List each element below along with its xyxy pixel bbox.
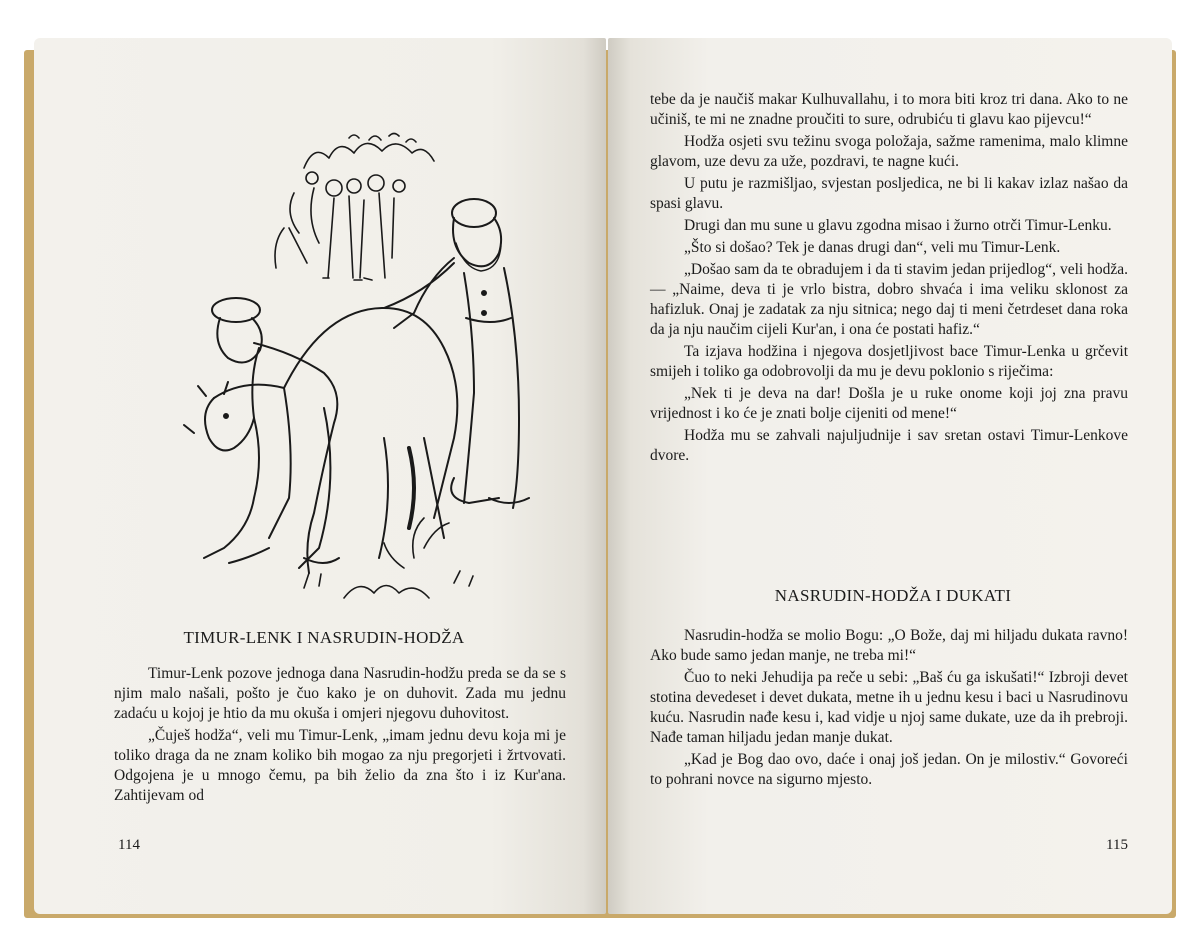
paragraph: Drugi dan mu sune u glavu zgodna misao i žurno otrči Timur-Lenku. [684,217,1112,234]
paragraph: Hodža mu se zahvali najuljudnije i sav sretan ostavi Timur-Lenkove dvore. [650,427,1128,464]
paragraph: „Kad je Bog dao ovo, daće i onaj još jedan. On je milostiv.“ Govoreći to pohrani novce na sigurno mjesto. [650,751,1128,788]
crowd-sketch [275,134,434,281]
page-number-left: 114 [118,837,140,853]
paragraph: „Čuješ hodža“, veli mu Timur-Lenk, „imam jednu devu koja mi je toliko draga da ne znam koliko bih mogao za nju pregorjeti i žrtvovati. Odgojena je u mnogo čemu, pa bih želio da zna što i iz Kur'ana. Zahtijevam od [114,727,566,804]
paragraph: Ta izjava hodžina i njegova dosjetljivost bace Timur-Lenka u grčevit smijeh i toliko ga odobrovolji da mu je devu poklonio s riječima: [650,343,1128,380]
left-page-text [114,664,566,806]
paragraph: Hodža osjeti svu težinu svoga položaja, sažme ramenima, malo klimne glavom, uze devu za uže, pozdravi, te nagne kući. [650,133,1128,170]
left-page [34,38,606,914]
paragraph: Čuo to neki Jehudija pa reče u sebi: „Baš ću ga iskušati!“ Izbroji devet stotina devedeset i devet dukata, metne ih u jednu kesu i baci u Nasrudinovu kuću. Nasrudin nađe kesu i, kad vidje u njoj same dukate, uze da ih prebroji. Nađe taman hiljadu jedan manje dukat. [650,669,1128,746]
illustration-drawing [154,78,544,618]
page-number-right: 115 [1106,837,1128,853]
paragraph: „Došao sam da te obradujem i da ti stavim jedan prijedlog“, veli hodža. — „Naime, deva ti je vrlo bistra, dobro shvaća i ima veliku sklonost za hafizluk. Onaj je zadatak za nju sitnica; nego daj ti meni četrdeset dana roka da ja nju naučim cijeli Kur'an, i ona će postati hafiz.“ [650,261,1128,338]
paragraph: Nasrudin-hodža se molio Bogu: „O Bože, daj mi hiljadu dukata ravno! Ako bude samo jedan manje, ne treba mi!“ [650,627,1128,664]
illustration-hodza-and-camel [154,78,544,618]
paragraph: „Nek ti je deva na dar! Došla je u ruke onome koji joj zna pravu vrijednost i ko će je znati bolje cijeniti od mene!“ [650,385,1128,422]
paragraph: U putu je razmišljao, svjestan posljedica, ne bi li kakav izlaz našao da spasi glavu. [650,175,1128,212]
paragraph: „Što si došao? Tek je danas drugi dan“, veli mu Timur-Lenk. [684,239,1061,256]
paragraph: tebe da je naučiš makar Kulhuvallahu, i to mora biti kroz tri dana. Ako to ne učiniš, te mi ne znadne proučiti to sure, odrubiću ti glavu kao pijevcu!“ [650,91,1128,128]
right-page-text-top [650,90,1128,466]
story-title-dukati: NASRUDIN-HODŽA I DUKATI [774,586,1012,605]
open-book [24,38,1176,918]
right-page [608,38,1172,914]
right-page-text-bottom [650,626,1128,790]
grass-sketch [304,518,473,598]
paragraph: Timur-Lenk pozove jednoga dana Nasrudin-hodžu preda se da se s njim malo našali, pošto je čuo kako je on duhovit. Zada mu jednu zadaću u kojoj je htio da mu okuša i omjeri njegovu duhovitost. [114,665,566,722]
story-title-timur-lenk: TIMUR-LENK I NASRUDIN-HODŽA [183,628,465,647]
hodza-figure [384,199,529,508]
